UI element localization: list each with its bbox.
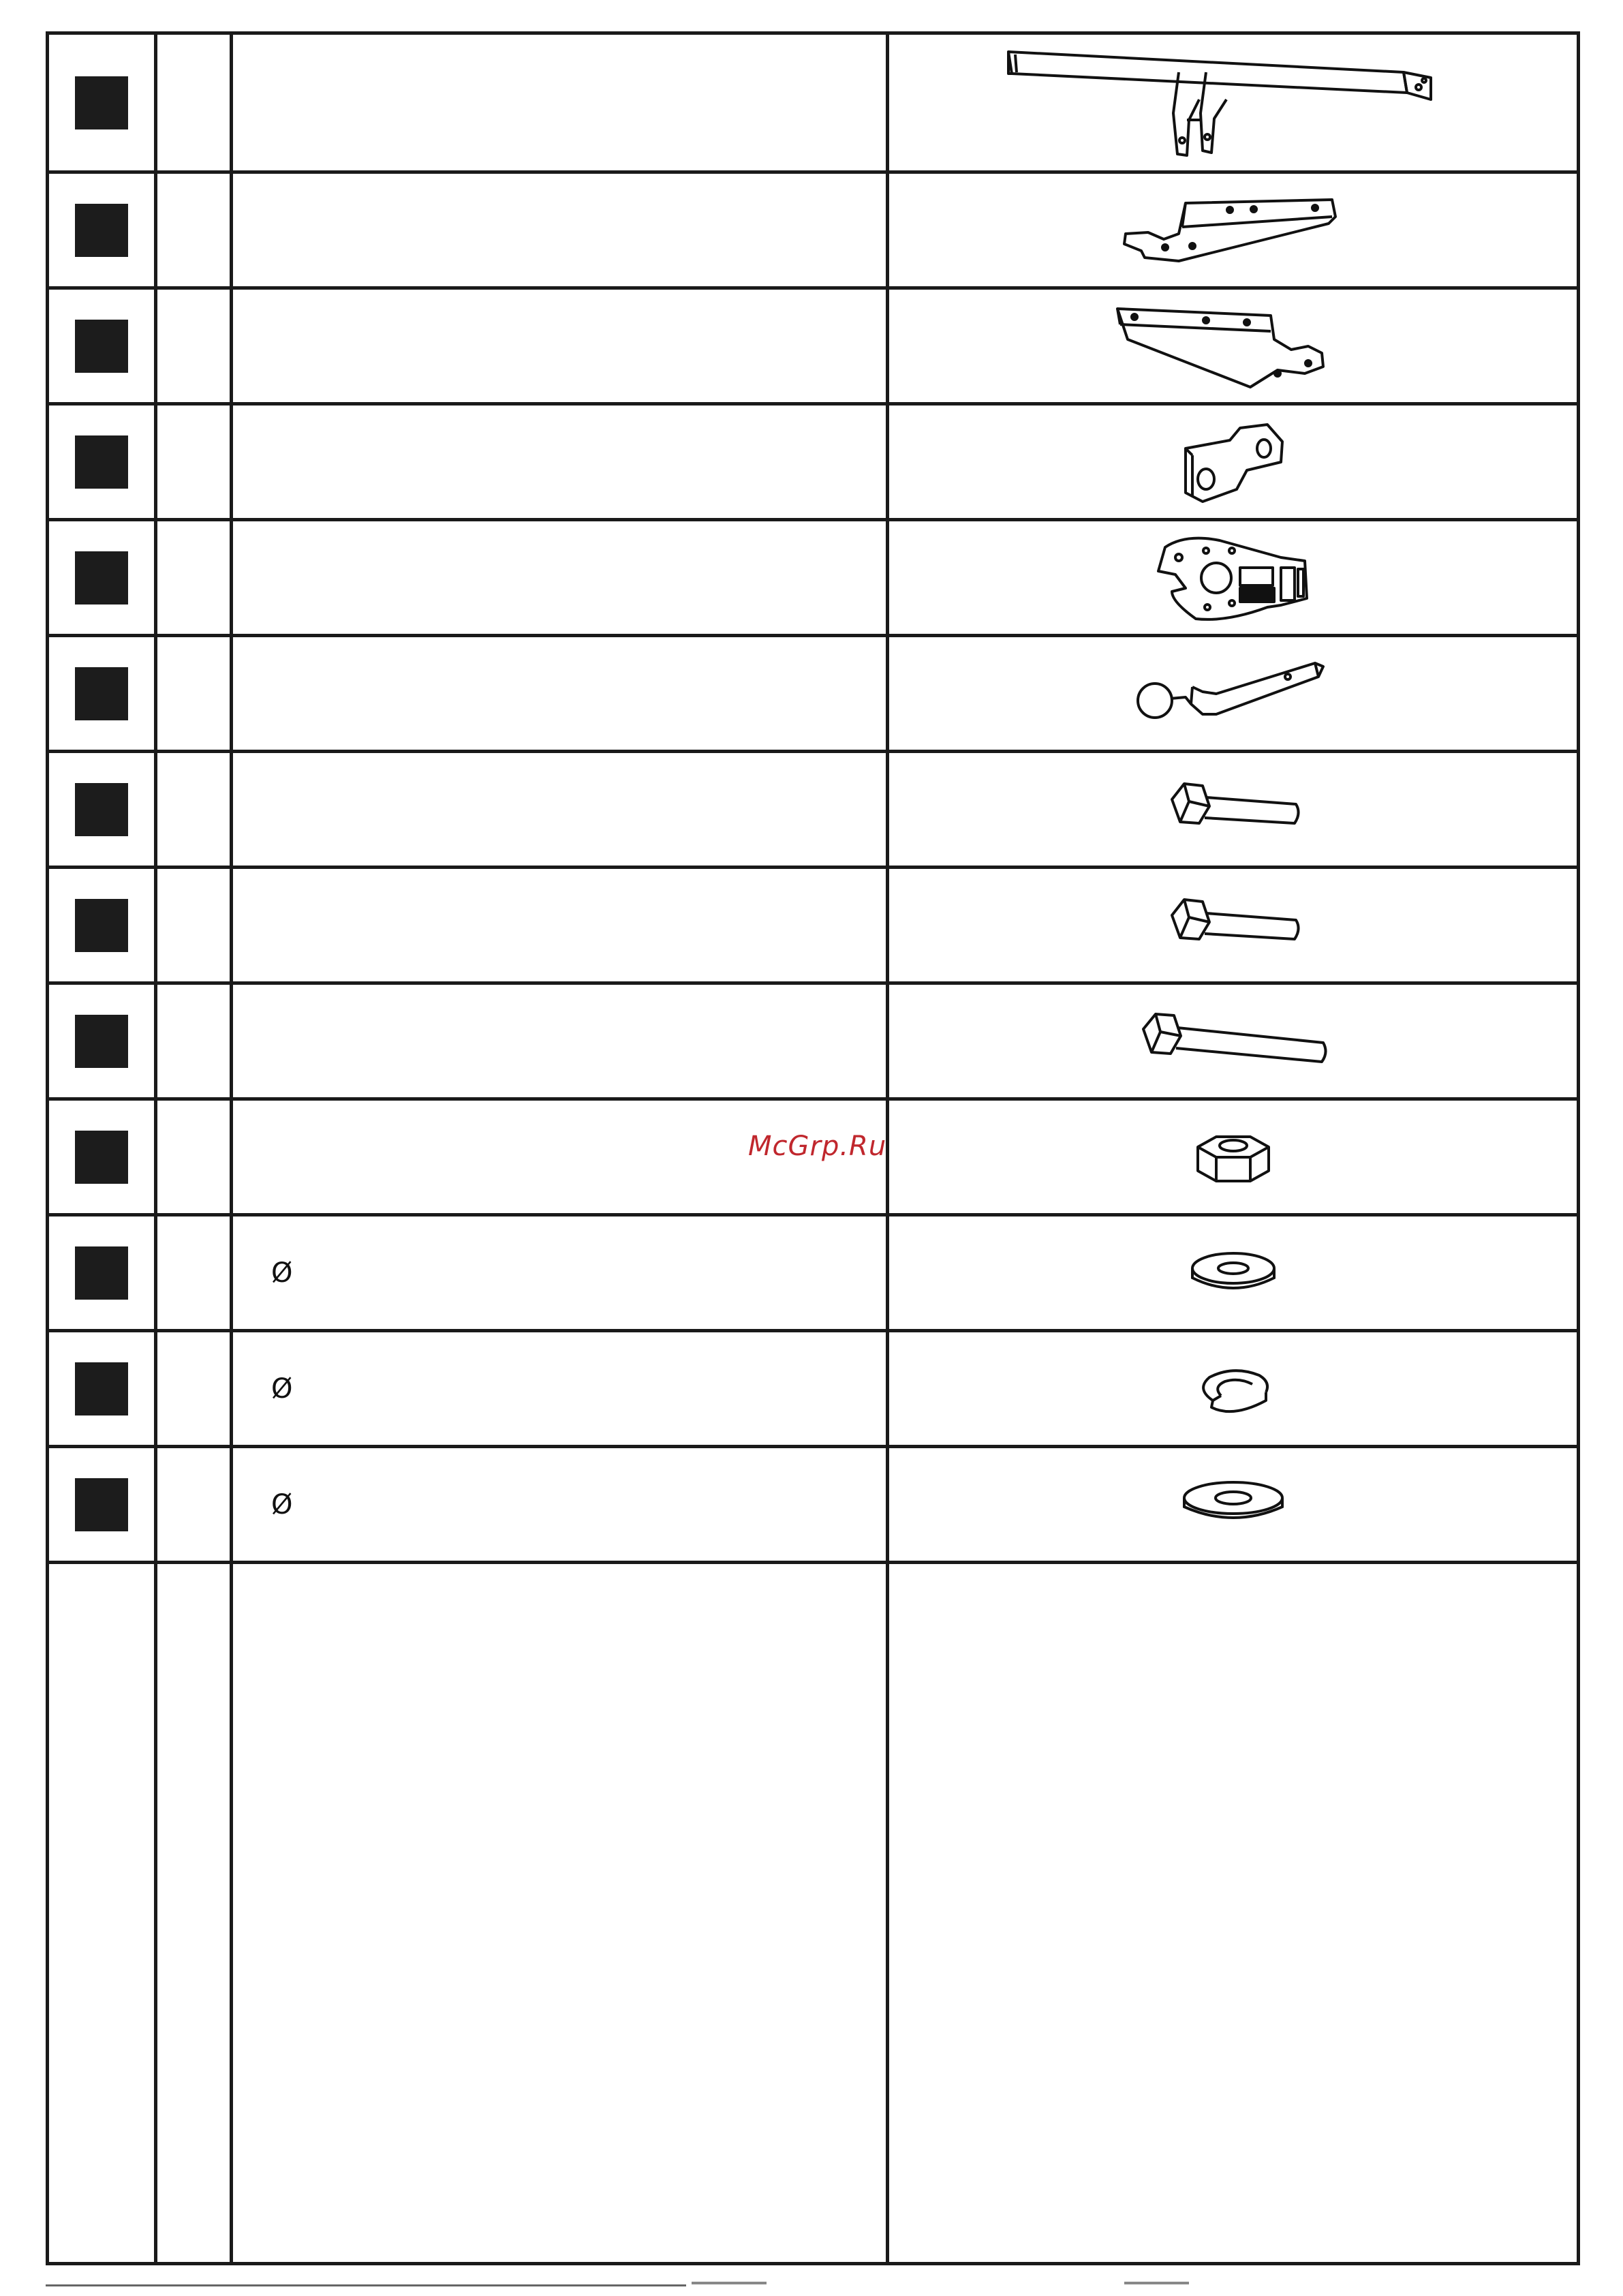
description-cell [232, 983, 888, 1099]
part-number-marker [75, 204, 128, 257]
image-cell [888, 868, 1579, 983]
part-number-cell [48, 1215, 156, 1331]
table-row [48, 1331, 1579, 1447]
table-row [48, 33, 1579, 172]
table-row [48, 752, 1579, 868]
quantity-cell [156, 404, 232, 520]
description-cell [232, 288, 888, 404]
part-number-marker [75, 783, 128, 836]
image-cell [888, 752, 1579, 868]
table-row [48, 172, 1579, 288]
part-number-marker [75, 435, 128, 489]
footer-mark [1124, 2282, 1189, 2284]
image-cell [888, 1331, 1579, 1447]
part-number-cell [48, 520, 156, 636]
table-row [48, 404, 1579, 520]
quantity-cell [156, 752, 232, 868]
mounting-bracket-left-icon [1111, 186, 1356, 275]
description-cell [232, 1563, 888, 2264]
image-cell [888, 1447, 1579, 1563]
part-number-marker [75, 1131, 128, 1184]
footer-mark [692, 2282, 767, 2284]
description-cell [232, 33, 888, 172]
table-row [48, 868, 1579, 983]
flat-washer-icon [1182, 1242, 1284, 1304]
part-number-marker [75, 1015, 128, 1068]
watermark: McGrp.Ru [748, 1131, 887, 1162]
description-cell [232, 868, 888, 983]
part-number-cell [48, 404, 156, 520]
part-number-marker [75, 76, 128, 129]
part-number-cell [48, 288, 156, 404]
part-number-cell [48, 868, 156, 983]
mounting-bracket-right-icon [1104, 299, 1363, 394]
diameter-symbol: Ø [271, 1488, 293, 1520]
description-cell [232, 172, 888, 288]
quantity-cell [156, 983, 232, 1099]
image-cell [888, 172, 1579, 288]
quantity-cell [156, 1099, 232, 1215]
large-washer-icon [1175, 1474, 1291, 1535]
part-number-cell [48, 1099, 156, 1215]
table-row [48, 520, 1579, 636]
hex-bolt-long-icon [1124, 1000, 1342, 1082]
image-cell [888, 636, 1579, 752]
quantity-cell [156, 1215, 232, 1331]
watermark-wrap [748, 1125, 887, 1166]
part-number-cell [48, 636, 156, 752]
tow-ball-neck-icon [1124, 649, 1342, 738]
image-cell [888, 1099, 1579, 1215]
part-number-marker [75, 551, 128, 604]
hex-bolt-icon [1151, 885, 1315, 966]
quantity-cell [156, 636, 232, 752]
hex-nut-icon [1186, 1120, 1281, 1195]
image-cell [888, 1215, 1579, 1331]
description-cell [232, 520, 888, 636]
spring-washer-icon [1186, 1358, 1281, 1420]
quantity-cell [156, 288, 232, 404]
diameter-symbol: Ø [271, 1373, 293, 1405]
description-cell [232, 404, 888, 520]
table-row [48, 1215, 1579, 1331]
image-cell [888, 33, 1579, 172]
quantity-cell [156, 1447, 232, 1563]
description-cell [232, 1447, 888, 1563]
spacer-plate-icon [1165, 414, 1301, 510]
diameter-symbol: Ø [271, 1257, 293, 1289]
table-row-blank [48, 1563, 1579, 2264]
hex-bolt-icon [1151, 769, 1315, 851]
image-cell [888, 983, 1579, 1099]
table-row [48, 1447, 1579, 1563]
image-cell [888, 288, 1579, 404]
part-number-marker [75, 1478, 128, 1531]
part-number-marker [75, 899, 128, 952]
table-row [48, 636, 1579, 752]
part-number-cell [48, 172, 156, 288]
image-cell [888, 520, 1579, 636]
quantity-cell [156, 868, 232, 983]
image-cell [888, 1563, 1579, 2264]
quantity-cell [156, 172, 232, 288]
table-row [48, 288, 1579, 404]
quantity-cell [156, 33, 232, 172]
tow-bar-crossbeam-icon [995, 38, 1472, 168]
table-row [48, 983, 1579, 1099]
part-number-cell [48, 983, 156, 1099]
part-number-marker [75, 667, 128, 720]
part-number-cell [48, 1331, 156, 1447]
part-number-cell [48, 1563, 156, 2264]
part-number-cell [48, 33, 156, 172]
quantity-cell [156, 1331, 232, 1447]
part-number-cell [48, 752, 156, 868]
description-cell [232, 636, 888, 752]
description-cell [232, 1215, 888, 1331]
description-cell [232, 752, 888, 868]
part-number-marker [75, 1246, 128, 1300]
part-number-marker [75, 320, 128, 373]
part-number-cell [48, 1447, 156, 1563]
footer-rule [46, 2284, 686, 2286]
image-cell [888, 404, 1579, 520]
description-cell [232, 1331, 888, 1447]
socket-plate-icon [1145, 527, 1322, 629]
quantity-cell [156, 520, 232, 636]
part-number-marker [75, 1362, 128, 1415]
quantity-cell [156, 1563, 232, 2264]
